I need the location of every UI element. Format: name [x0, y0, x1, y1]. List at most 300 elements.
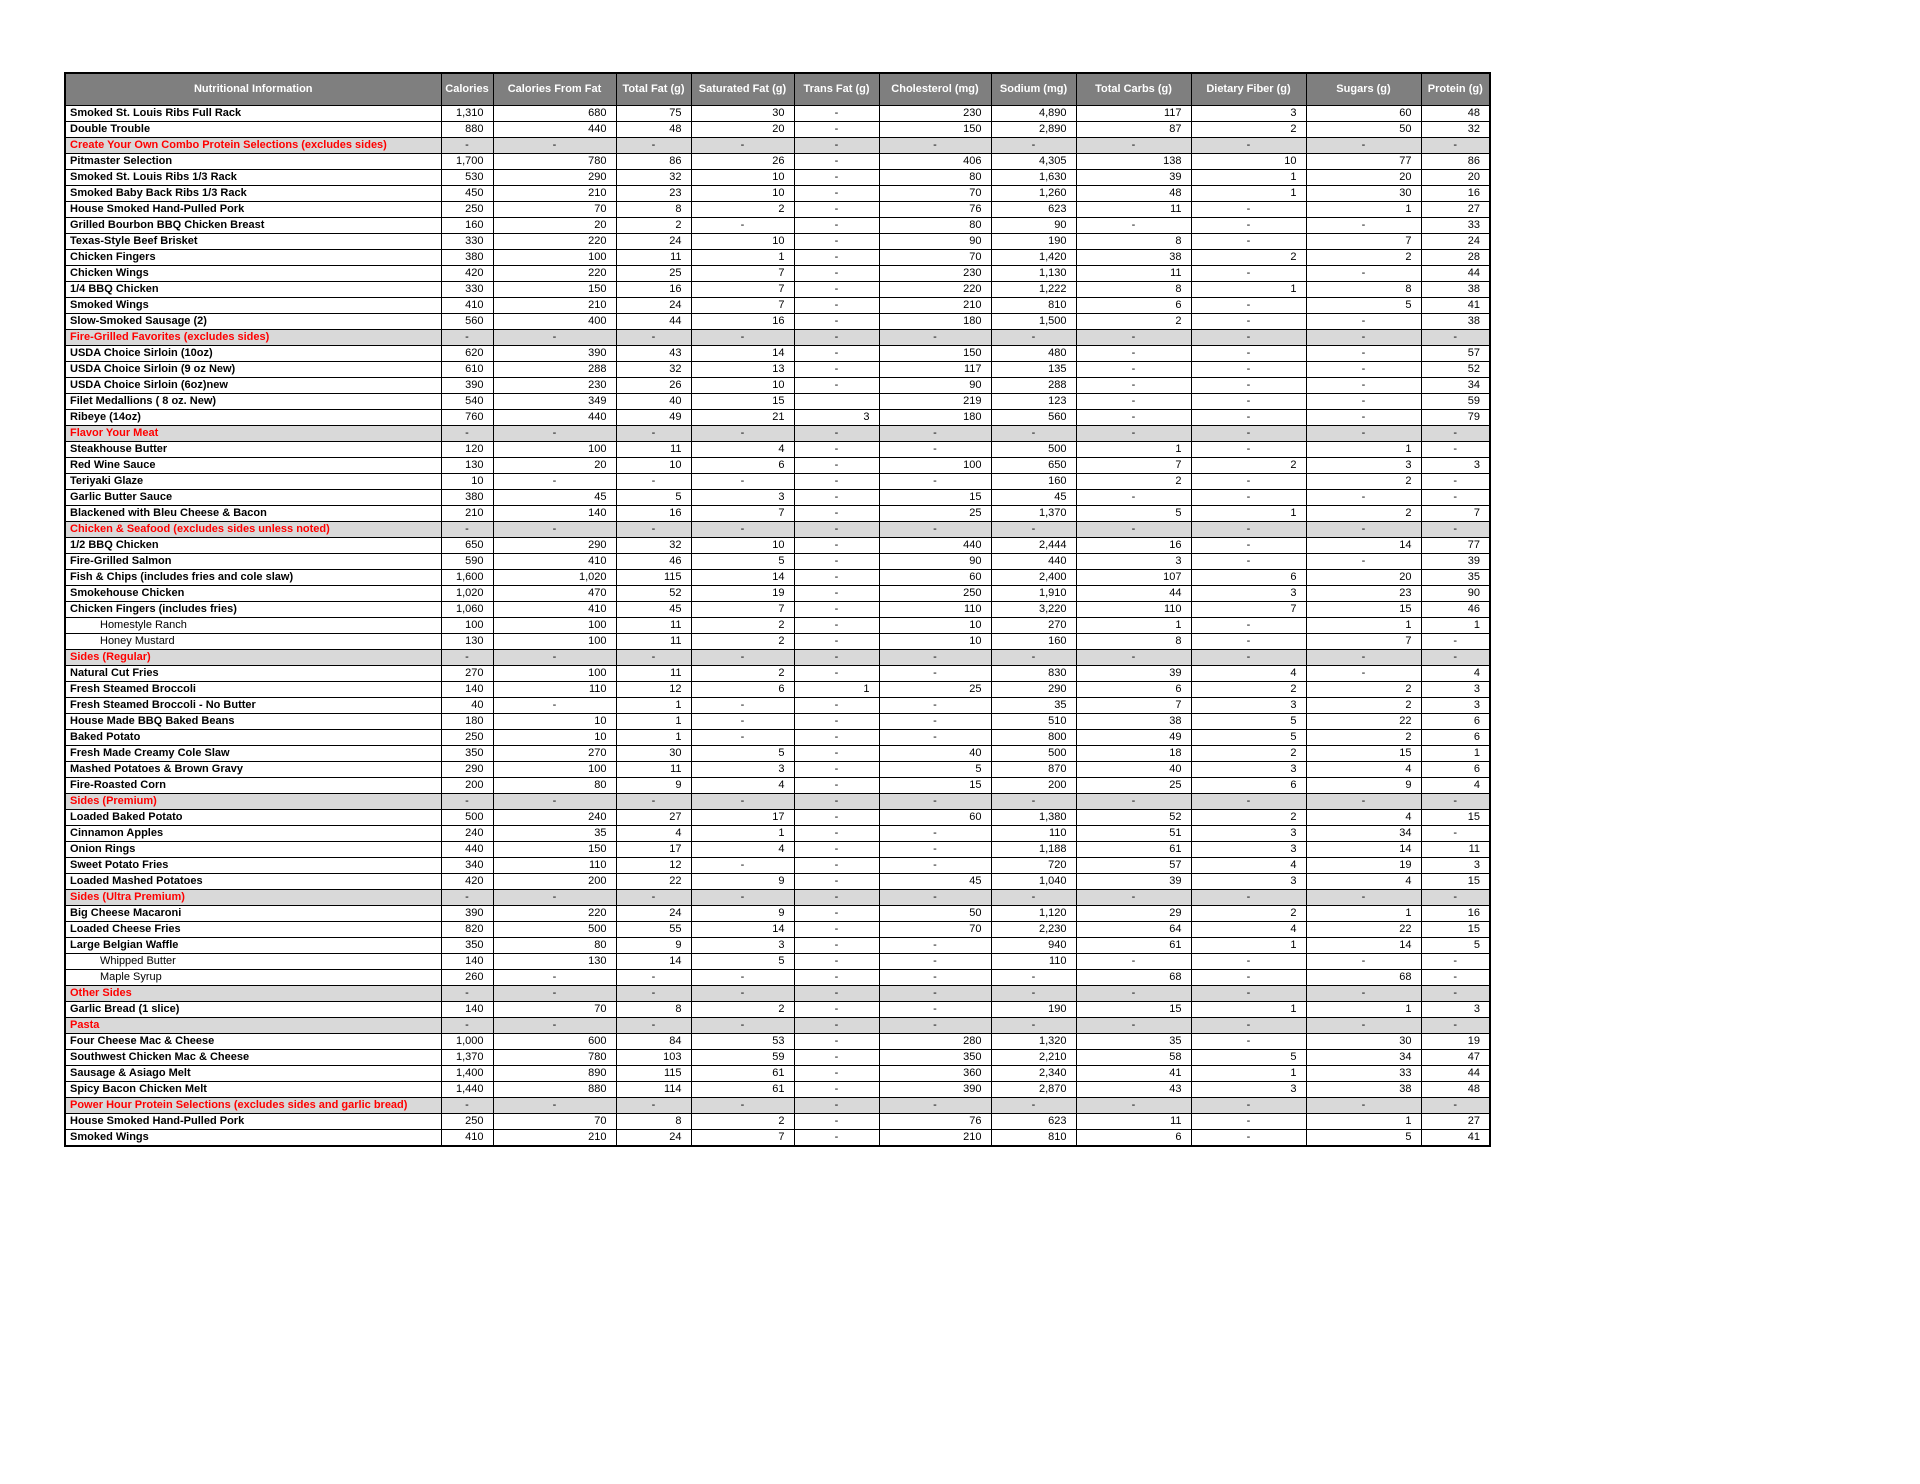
- cell-value: 2: [1191, 249, 1306, 265]
- cell-value: 86: [616, 153, 691, 169]
- row-label: Baked Potato: [65, 729, 441, 745]
- cell-value: -: [1306, 217, 1421, 233]
- cell-value: 260: [441, 969, 493, 985]
- row-label: Red Wine Sauce: [65, 457, 441, 473]
- row-label: Loaded Cheese Fries: [65, 921, 441, 937]
- cell-value: 100: [493, 617, 616, 633]
- table-row: [65, 1065, 1490, 1081]
- cell-value: 24: [616, 905, 691, 921]
- cell-value: -: [794, 857, 879, 873]
- section-row: [65, 793, 1490, 809]
- cell-value: 100: [493, 761, 616, 777]
- cell-value: 200: [493, 873, 616, 889]
- cell-value: 8: [616, 1001, 691, 1017]
- cell-value: 350: [441, 937, 493, 953]
- table-row: [65, 217, 1490, 233]
- cell-value: -: [1076, 217, 1191, 233]
- table-row: [65, 921, 1490, 937]
- row-label: Smoked Baby Back Ribs 1/3 Rack: [65, 185, 441, 201]
- cell-value: -: [794, 649, 879, 665]
- cell-value: 2: [1191, 681, 1306, 697]
- cell-value: -: [691, 889, 794, 905]
- cell-value: -: [1076, 1017, 1191, 1033]
- cell-value: 1,310: [441, 105, 493, 121]
- cell-value: -: [1421, 889, 1490, 905]
- cell-value: 1: [1306, 1113, 1421, 1129]
- cell-value: 2,230: [991, 921, 1076, 937]
- cell-value: 19: [1306, 857, 1421, 873]
- cell-value: -: [879, 697, 991, 713]
- cell-value: 4: [1306, 761, 1421, 777]
- cell-value: -: [794, 1017, 879, 1033]
- cell-value: 60: [879, 809, 991, 825]
- cell-value: 3: [1191, 825, 1306, 841]
- cell-value: 30: [1306, 185, 1421, 201]
- cell-value: 27: [1421, 1113, 1490, 1129]
- cell-value: 10: [691, 185, 794, 201]
- row-label: Garlic Bread (1 slice): [65, 1001, 441, 1017]
- cell-value: 2,870: [991, 1081, 1076, 1097]
- cell-value: 3: [1191, 1081, 1306, 1097]
- cell-value: 270: [991, 617, 1076, 633]
- table-row: [65, 553, 1490, 569]
- cell-value: 530: [441, 169, 493, 185]
- cell-value: -: [1191, 793, 1306, 809]
- cell-value: 6: [1191, 569, 1306, 585]
- cell-value: 150: [879, 345, 991, 361]
- cell-value: 650: [991, 457, 1076, 473]
- cell-value: 15: [879, 489, 991, 505]
- table-row: [65, 393, 1490, 409]
- cell-value: 500: [493, 921, 616, 937]
- row-label: Ribeye (14oz): [65, 409, 441, 425]
- cell-value: 70: [493, 201, 616, 217]
- cell-value: 140: [441, 953, 493, 969]
- cell-value: 510: [991, 713, 1076, 729]
- cell-value: 80: [493, 777, 616, 793]
- cell-value: -: [616, 1017, 691, 1033]
- cell-value: 10: [441, 473, 493, 489]
- cell-value: -: [879, 841, 991, 857]
- table-row: [65, 681, 1490, 697]
- cell-value: -: [879, 953, 991, 969]
- cell-value: -: [1191, 265, 1306, 281]
- cell-value: -: [691, 729, 794, 745]
- cell-value: 390: [441, 905, 493, 921]
- cell-value: 80: [879, 217, 991, 233]
- cell-value: -: [879, 969, 991, 985]
- cell-value: 23: [1306, 585, 1421, 601]
- cell-value: 810: [991, 297, 1076, 313]
- cell-value: 33: [1421, 217, 1490, 233]
- cell-value: -: [1421, 1097, 1490, 1113]
- cell-value: -: [1306, 665, 1421, 681]
- cell-value: -: [794, 953, 879, 969]
- cell-value: -: [794, 233, 879, 249]
- row-label: 1/2 BBQ Chicken: [65, 537, 441, 553]
- cell-value: 3: [1076, 553, 1191, 569]
- cell-value: 1,020: [441, 585, 493, 601]
- cell-value: 48: [1076, 185, 1191, 201]
- cell-value: 623: [991, 201, 1076, 217]
- cell-value: 3: [1191, 761, 1306, 777]
- cell-value: 270: [441, 665, 493, 681]
- cell-value: 3: [1191, 841, 1306, 857]
- cell-value: 1,370: [991, 505, 1076, 521]
- cell-value: 6: [1191, 777, 1306, 793]
- cell-value: 500: [991, 441, 1076, 457]
- cell-value: -: [441, 1017, 493, 1033]
- cell-value: 35: [1076, 1033, 1191, 1049]
- cell-value: 55: [616, 921, 691, 937]
- cell-value: -: [493, 969, 616, 985]
- cell-value: -: [991, 1097, 1076, 1113]
- cell-value: 1,500: [991, 313, 1076, 329]
- cell-value: -: [1076, 649, 1191, 665]
- table-row: [65, 233, 1490, 249]
- cell-value: 77: [1306, 153, 1421, 169]
- row-label: Steakhouse Butter: [65, 441, 441, 457]
- cell-value: -: [794, 777, 879, 793]
- cell-value: 480: [991, 345, 1076, 361]
- cell-value: -: [794, 345, 879, 361]
- row-label: Slow-Smoked Sausage (2): [65, 313, 441, 329]
- cell-value: 210: [493, 185, 616, 201]
- cell-value: 40: [441, 697, 493, 713]
- cell-value: 84: [616, 1033, 691, 1049]
- cell-value: 7: [691, 265, 794, 281]
- cell-value: 32: [616, 537, 691, 553]
- row-label: Fresh Steamed Broccoli - No Butter: [65, 697, 441, 713]
- cell-value: -: [1191, 377, 1306, 393]
- cell-value: 26: [691, 153, 794, 169]
- cell-value: -: [794, 521, 879, 537]
- cell-value: 6: [1421, 761, 1490, 777]
- table-row: [65, 281, 1490, 297]
- cell-value: 110: [493, 681, 616, 697]
- cell-value: -: [794, 1065, 879, 1081]
- cell-value: 360: [879, 1065, 991, 1081]
- cell-value: -: [1306, 1017, 1421, 1033]
- cell-value: 3: [1191, 697, 1306, 713]
- cell-value: 380: [441, 249, 493, 265]
- cell-value: -: [1191, 409, 1306, 425]
- table-row: [65, 105, 1490, 121]
- cell-value: 340: [441, 857, 493, 873]
- cell-value: 87: [1076, 121, 1191, 137]
- cell-value: 79: [1421, 409, 1490, 425]
- cell-value: 1: [1421, 617, 1490, 633]
- cell-value: 190: [991, 1001, 1076, 1017]
- cell-value: 16: [691, 313, 794, 329]
- cell-value: 288: [493, 361, 616, 377]
- cell-value: 1: [1306, 617, 1421, 633]
- row-label: Fish & Chips (includes fries and cole slaw): [65, 569, 441, 585]
- cell-value: 39: [1421, 553, 1490, 569]
- cell-value: 61: [1076, 841, 1191, 857]
- cell-value: 14: [616, 953, 691, 969]
- cell-value: -: [1191, 521, 1306, 537]
- cell-value: 90: [879, 233, 991, 249]
- cell-value: 1: [1421, 745, 1490, 761]
- table-row: [65, 665, 1490, 681]
- cell-value: 61: [1076, 937, 1191, 953]
- cell-value: -: [1076, 329, 1191, 345]
- cell-value: -: [794, 153, 879, 169]
- cell-value: 290: [493, 537, 616, 553]
- cell-value: 10: [691, 537, 794, 553]
- cell-value: -: [879, 825, 991, 841]
- cell-value: -: [493, 1097, 616, 1113]
- row-label: Teriyaki Glaze: [65, 473, 441, 489]
- cell-value: -: [691, 969, 794, 985]
- cell-value: 68: [1076, 969, 1191, 985]
- cell-value: -: [1306, 985, 1421, 1001]
- cell-value: -: [493, 425, 616, 441]
- cell-value: 230: [879, 105, 991, 121]
- cell-value: 4: [1421, 777, 1490, 793]
- cell-value: 16: [1076, 537, 1191, 553]
- cell-value: -: [1076, 137, 1191, 153]
- cell-value: 20: [1306, 569, 1421, 585]
- cell-value: 2: [1306, 473, 1421, 489]
- cell-value: 800: [991, 729, 1076, 745]
- cell-value: 500: [991, 745, 1076, 761]
- cell-value: 5: [879, 761, 991, 777]
- cell-value: -: [1421, 473, 1490, 489]
- cell-value: 45: [879, 873, 991, 889]
- cell-value: 20: [493, 217, 616, 233]
- cell-value: 590: [441, 553, 493, 569]
- table-row: [65, 777, 1490, 793]
- table-row: [65, 1081, 1490, 1097]
- cell-value: 41: [1421, 1129, 1490, 1146]
- cell-value: 44: [1421, 265, 1490, 281]
- cell-value: 6: [1076, 681, 1191, 697]
- cell-value: 44: [1421, 1065, 1490, 1081]
- cell-value: 288: [991, 377, 1076, 393]
- cell-value: -: [493, 649, 616, 665]
- cell-value: 11: [1076, 265, 1191, 281]
- row-label: Chicken Fingers (includes fries): [65, 601, 441, 617]
- cell-value: 1: [1191, 1065, 1306, 1081]
- row-label: Mashed Potatoes & Brown Gravy: [65, 761, 441, 777]
- cell-value: 45: [616, 601, 691, 617]
- cell-value: -: [794, 281, 879, 297]
- cell-value: -: [1191, 1113, 1306, 1129]
- cell-value: 123: [991, 393, 1076, 409]
- cell-value: -: [1421, 793, 1490, 809]
- cell-value: 3: [1421, 697, 1490, 713]
- cell-value: 70: [879, 185, 991, 201]
- cell-value: 1: [1191, 937, 1306, 953]
- cell-value: 200: [991, 777, 1076, 793]
- cell-value: -: [1421, 137, 1490, 153]
- table-row: [65, 1113, 1490, 1129]
- cell-value: 2: [1306, 249, 1421, 265]
- cell-value: -: [794, 937, 879, 953]
- cell-value: -: [493, 329, 616, 345]
- cell-value: 3: [794, 409, 879, 425]
- cell-value: 1,440: [441, 1081, 493, 1097]
- cell-value: 15: [1306, 601, 1421, 617]
- section-label: Sides (Regular): [65, 649, 441, 665]
- cell-value: 1,380: [991, 809, 1076, 825]
- cell-value: 70: [879, 921, 991, 937]
- table-row: [65, 585, 1490, 601]
- cell-value: 420: [441, 873, 493, 889]
- cell-value: 2: [691, 633, 794, 649]
- cell-value: 1: [1306, 905, 1421, 921]
- row-label: Texas-Style Beef Brisket: [65, 233, 441, 249]
- cell-value: 1: [1191, 1001, 1306, 1017]
- cell-value: -: [1306, 489, 1421, 505]
- cell-value: 1,600: [441, 569, 493, 585]
- cell-value: 43: [616, 345, 691, 361]
- cell-value: -: [879, 473, 991, 489]
- section-label: Sides (Premium): [65, 793, 441, 809]
- cell-value: 8: [1076, 233, 1191, 249]
- cell-value: 240: [493, 809, 616, 825]
- cell-value: -: [1306, 137, 1421, 153]
- cell-value: 75: [616, 105, 691, 121]
- cell-value: 4,305: [991, 153, 1076, 169]
- cell-value: -: [1191, 217, 1306, 233]
- cell-value: 4: [616, 825, 691, 841]
- cell-value: -: [616, 985, 691, 1001]
- cell-value: 29: [1076, 905, 1191, 921]
- cell-value: -: [1191, 297, 1306, 313]
- row-label: Smoked St. Louis Ribs Full Rack: [65, 105, 441, 121]
- cell-value: 34: [1306, 1049, 1421, 1065]
- cell-value: 880: [493, 1081, 616, 1097]
- cell-value: 5: [616, 489, 691, 505]
- cell-value: -: [1306, 265, 1421, 281]
- cell-value: 450: [441, 185, 493, 201]
- cell-value: 28: [1421, 249, 1490, 265]
- cell-value: 8: [1306, 281, 1421, 297]
- cell-value: 130: [441, 457, 493, 473]
- cell-value: 117: [1076, 105, 1191, 121]
- cell-value: 7: [691, 297, 794, 313]
- table-row: [65, 505, 1490, 521]
- cell-value: 107: [1076, 569, 1191, 585]
- table-row: [65, 969, 1490, 985]
- cell-value: -: [794, 1081, 879, 1097]
- cell-value: 100: [493, 249, 616, 265]
- cell-value: 6: [691, 457, 794, 473]
- cell-value: 1: [1306, 1001, 1421, 1017]
- cell-value: -: [493, 1017, 616, 1033]
- cell-value: -: [991, 329, 1076, 345]
- cell-value: 100: [879, 457, 991, 473]
- cell-value: 15: [1076, 1001, 1191, 1017]
- section-row: [65, 137, 1490, 153]
- cell-value: -: [1421, 633, 1490, 649]
- table-row: [65, 809, 1490, 825]
- cell-value: 61: [691, 1065, 794, 1081]
- row-label: Maple Syrup: [65, 969, 441, 985]
- table-row: [65, 377, 1490, 393]
- row-label: Four Cheese Mac & Cheese: [65, 1033, 441, 1049]
- row-label: Double Trouble: [65, 121, 441, 137]
- cell-value: 15: [879, 777, 991, 793]
- cell-value: 19: [1421, 1033, 1490, 1049]
- cell-value: 470: [493, 585, 616, 601]
- cell-value: -: [794, 825, 879, 841]
- cell-value: -: [794, 905, 879, 921]
- cell-value: 70: [493, 1113, 616, 1129]
- table-row: [65, 249, 1490, 265]
- cell-value: 1: [1306, 441, 1421, 457]
- row-label: USDA Choice Sirloin (9 oz New): [65, 361, 441, 377]
- cell-value: 25: [879, 505, 991, 521]
- cell-value: 10: [691, 169, 794, 185]
- cell-value: -: [794, 745, 879, 761]
- cell-value: -: [879, 665, 991, 681]
- cell-value: 1: [1191, 185, 1306, 201]
- cell-value: 77: [1421, 537, 1490, 553]
- cell-value: 1: [616, 729, 691, 745]
- row-label: Chicken Fingers: [65, 249, 441, 265]
- cell-value: 70: [879, 249, 991, 265]
- section-label: Sides (Ultra Premium): [65, 889, 441, 905]
- cell-value: -: [1306, 409, 1421, 425]
- cell-value: 5: [1191, 1049, 1306, 1065]
- cell-value: 4: [1306, 809, 1421, 825]
- cell-value: 25: [616, 265, 691, 281]
- cell-value: -: [794, 473, 879, 489]
- cell-value: 15: [1421, 921, 1490, 937]
- cell-value: -: [493, 985, 616, 1001]
- cell-value: [794, 393, 879, 409]
- cell-value: 57: [1421, 345, 1490, 361]
- cell-value: 90: [879, 553, 991, 569]
- cell-value: 15: [691, 393, 794, 409]
- column-header-trans-fat: Trans Fat (g): [794, 73, 879, 105]
- cell-value: 410: [441, 1129, 493, 1146]
- cell-value: 1,630: [991, 169, 1076, 185]
- cell-value: -: [1191, 473, 1306, 489]
- cell-value: 15: [1421, 809, 1490, 825]
- cell-value: 39: [1076, 873, 1191, 889]
- cell-value: -: [794, 873, 879, 889]
- cell-value: -: [1191, 441, 1306, 457]
- cell-value: -: [1076, 393, 1191, 409]
- nutrition-table: [64, 72, 1491, 1147]
- cell-value: 22: [1306, 713, 1421, 729]
- cell-value: 59: [691, 1049, 794, 1065]
- table-row: [65, 569, 1490, 585]
- row-label: Garlic Butter Sauce: [65, 489, 441, 505]
- cell-value: -: [1076, 1097, 1191, 1113]
- table-row: [65, 729, 1490, 745]
- cell-value: -: [441, 793, 493, 809]
- cell-value: 35: [493, 825, 616, 841]
- cell-value: 250: [441, 201, 493, 217]
- cell-value: 410: [493, 553, 616, 569]
- cell-value: -: [1076, 425, 1191, 441]
- cell-value: 38: [1306, 1081, 1421, 1097]
- cell-value: -: [1191, 137, 1306, 153]
- cell-value: 6: [1421, 713, 1490, 729]
- cell-value: -: [1191, 985, 1306, 1001]
- cell-value: 33: [1306, 1065, 1421, 1081]
- table-row: [65, 841, 1490, 857]
- cell-value: -: [794, 1097, 879, 1113]
- row-label: Honey Mustard: [65, 633, 441, 649]
- cell-value: 180: [879, 409, 991, 425]
